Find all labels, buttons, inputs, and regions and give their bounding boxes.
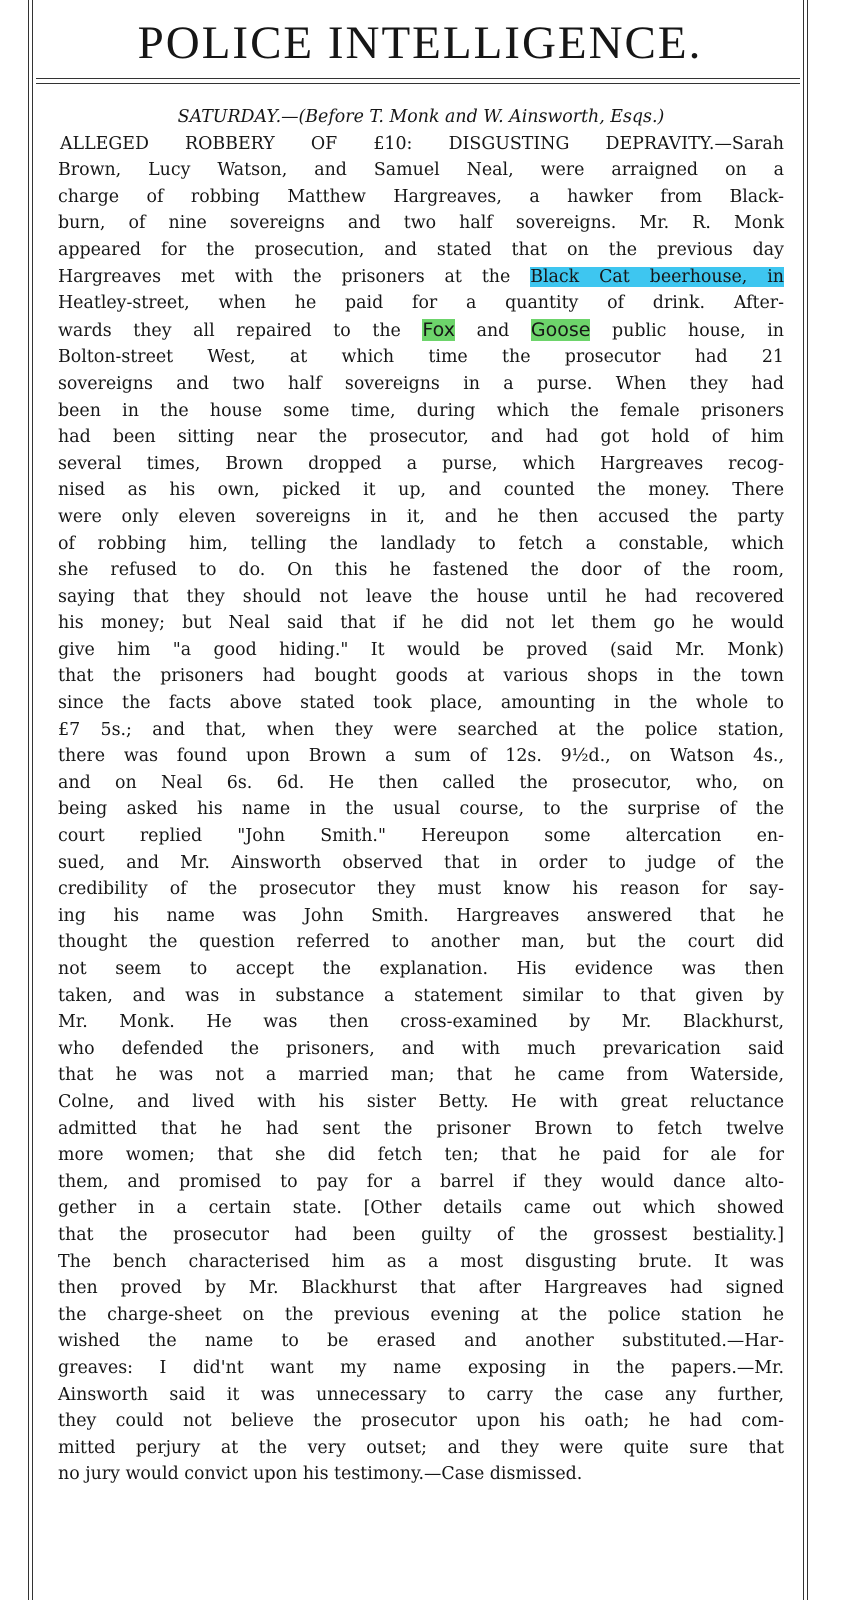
article-line: sued, and Mr. Ainsworth observed that in order to judge of the xyxy=(58,852,784,873)
article-line: more women; that she did fetch ten; that he paid for ale for xyxy=(58,1145,784,1166)
article-line: been in the house some time, during which the female prisoners xyxy=(58,400,784,421)
article-line: had been sitting near the prosecutor, and had got hold of him xyxy=(58,427,784,448)
article-line: admitted that he had sent the prisoner Brown to fetch twelve xyxy=(58,1118,784,1139)
article-line: Bolton-street West, at which time the prosecutor had 21 xyxy=(58,347,784,368)
article-line: greaves: I did'nt want my name exposing in the papers.—Mr. xyxy=(58,1357,784,1378)
article-line: Mr. Monk. He was then cross-examined by Mr. Blackhurst, xyxy=(58,1012,784,1033)
article-line: then proved by Mr. Blackhurst that after Hargreaves had signed xyxy=(58,1278,784,1299)
article-line: Heatley-street, when he paid for a quantity of drink. After- xyxy=(58,293,784,314)
article-line: that the prisoners had bought goods at various shops in the town xyxy=(58,666,784,687)
article-line: and on Neal 6s. 6d. He then called the prosecutor, who, on xyxy=(58,772,784,793)
highlight-black-cat: Black Cat beerhouse, in xyxy=(530,266,784,287)
article-line: Brown, Lucy Watson, and Samuel Neal, were arraigned on a xyxy=(58,160,784,181)
highlight-goose: Goose xyxy=(530,318,591,341)
article-line: £7 5s.; and that, when they were searched at the police station, xyxy=(58,719,784,740)
line-text-end: public house, in xyxy=(590,320,784,341)
article-line: his money; but Neal said that if he did not let them go he would xyxy=(58,613,784,634)
article-line-highlight-green xyxy=(58,317,784,345)
left-column-rule xyxy=(28,0,33,1600)
article-subhead: SATURDAY.—(Before T. Monk and W. Ainsworth, Esqs.) xyxy=(177,107,665,127)
article-line: they could not believe the prosecutor upon his oath; he had com- xyxy=(58,1411,784,1432)
line-text: Hargreaves met with the prisoners at the xyxy=(58,266,531,287)
article-line: The bench characterised him as a most disgusting brute. It was xyxy=(58,1251,784,1272)
line-text: wards they all repaired to the xyxy=(58,320,423,341)
article-line: ALLEGED ROBBERY OF £10: DISGUSTING DEPRAVITY.—Sarah xyxy=(60,133,784,154)
article-line-highlight-blue xyxy=(58,264,784,291)
article-line: who defended the prisoners, and with much prevarication said xyxy=(58,1038,784,1059)
article-line: sovereigns and two half sovereigns in a purse. When they had xyxy=(58,373,784,394)
article-line: nised as his own, picked it up, and counted the money. There xyxy=(58,480,784,501)
article-line: there was found upon Brown a sum of 12s. 9½d., on Watson 4s., xyxy=(58,746,784,767)
heading-rule-top xyxy=(36,78,800,79)
article-line: since the facts above stated took place, amounting in the whole to xyxy=(58,693,784,714)
article-line: she refused to do. On this he fastened the door of the room, xyxy=(58,560,784,581)
article-line: appeared for the prosecution, and stated that on the previous day xyxy=(58,239,784,260)
article-line: court replied "John Smith." Hereupon some altercation en- xyxy=(58,826,784,847)
article-line: being asked his name in the usual course, to the surprise of the xyxy=(58,799,784,820)
article-line: charge of robbing Matthew Hargreaves, a hawker from Black- xyxy=(58,186,784,207)
article-body xyxy=(58,104,784,1488)
article-line: that he was not a married man; that he came from Waterside, xyxy=(58,1065,784,1086)
article-line-final: no jury would convict upon his testimony.—Case dismissed. xyxy=(58,1464,583,1485)
article-line: saying that they should not leave the house until he had recovered xyxy=(58,586,784,607)
article-line: them, and promised to pay for a barrel if they would dance alto- xyxy=(58,1171,784,1192)
article-line: gether in a certain state. [Other details came out which showed xyxy=(58,1198,784,1219)
article-line: ing his name was John Smith. Hargreaves answered that he xyxy=(58,905,784,926)
article-line: of robbing him, telling the landlady to fetch a constable, which xyxy=(58,533,784,554)
article-line: that the prosecutor had been guilty of the grossest bestiality.] xyxy=(58,1224,784,1245)
article-line: several times, Brown dropped a purse, which Hargreaves recog- xyxy=(58,453,784,474)
article-heading: POLICE INTELLIGENCE. xyxy=(137,17,703,69)
article-line: not seem to accept the explanation. His evidence was then xyxy=(58,959,784,979)
word-and: and xyxy=(454,320,531,341)
article-line: the charge-sheet on the previous evening at the police station he xyxy=(58,1304,784,1325)
article-line: give him "a good hiding." It would be proved (said Mr. Monk) xyxy=(58,639,784,660)
highlight-fox: Fox xyxy=(422,318,455,341)
article-line: Colne, and lived with his sister Betty. He with great reluctance xyxy=(58,1091,784,1112)
article-line: credibility of the prosecutor they must know his reason for say- xyxy=(58,879,784,900)
article-line: mitted perjury at the very outset; and they were quite sure that xyxy=(58,1437,784,1458)
article-line: were only eleven sovereigns in it, and he then accused the party xyxy=(58,506,784,527)
article-line: Ainsworth said it was unnecessary to carry the case any further, xyxy=(58,1384,784,1405)
article-line: wished the name to be erased and another substituted.—Har- xyxy=(58,1331,784,1352)
right-column-rule xyxy=(803,0,808,1600)
article-line: burn, of nine sovereigns and two half sovereigns. Mr. R. Monk xyxy=(58,213,784,234)
heading-rule-bottom xyxy=(36,83,800,84)
article-line: thought the question referred to another man, but the court did xyxy=(58,932,784,953)
article-line: taken, and was in substance a statement similar to that given by xyxy=(58,985,784,1006)
